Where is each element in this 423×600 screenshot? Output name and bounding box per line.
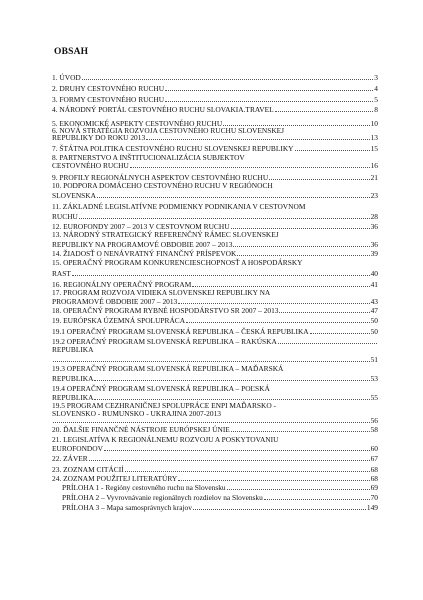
toc-entry: 14. ŽIADOSŤ O NENÁVRATNÝ FINANČNÝ PRÍSPEVOK 39 [52,249,378,258]
toc-entry-line1: 19.4 OPERAČNÝ PROGRAM SLOVENSKÁ REPUBLIKA – POĽSKÁ [52,384,270,393]
toc-entry-line1: 10. PODPORA DOMÁCEHO CESTOVNÉHO RUCHU V REGIÓNOCH [52,181,273,190]
toc-entry: RUCHU 28 [52,212,378,221]
toc-entry: 16. REGIONÁLNY OPERAČNÝ PROGRAM 41 [52,280,378,289]
toc-heading: OBSAH [54,47,89,57]
toc-entry: REPUBLIKY DO ROKU 2013 13 [52,133,378,142]
toc-entry: REPUBLIKA 55 [52,393,378,402]
toc-entry: REPUBLIKY NA PROGRAMOVÉ OBDOBIE 2007 – 2013 36 [52,240,378,249]
toc-entry: 19.1 OPERAČNÝ PROGRAM SLOVENSKÁ REPUBLIKA – ČESKÁ REPUBLIKA 50 [52,327,378,336]
toc-entry: 1. ÚVOD 3 [52,73,378,82]
toc-subentry: PRÍLOHA 1 - Regióny cestovného ruchu na Slovensku 69 [62,483,378,492]
toc-entry-line1: 19.5 PROGRAM CEZHRANIČNEJ SPOLUPRÁCE ENPI MAĎARSKO - [52,401,277,410]
toc-entry: 5. EKONOMICKÉ ASPEKTY CESTOVNÉHO RUCHU 10 [52,119,378,128]
toc-entry: 19. EURÓPSKA ÚZEMNÁ SPOLUPRÁCA 50 [52,316,378,325]
toc-entry: RAST 40 [52,269,378,278]
toc-entry: PROGRAMOVÉ OBDOBIE 2007 – 2013 43 [52,297,378,306]
toc-entry: 23. ZOZNAM CITÁCIÍ 68 [52,465,378,474]
toc-entry: 22. ZÁVER 67 [52,454,378,463]
toc-entry: 20. ĎALŠIE FINANČNÉ NÁSTROJE EURÓPSKEJ ÚNIE 58 [52,425,378,434]
toc-entry-line1: 6. NOVÁ STRATÉGIA ROZVOJA CESTOVNÉHO RUCHU SLOVENSKEJ [52,126,285,135]
toc-entry: REPUBLIKA 53 [52,374,378,383]
toc-entry-line1: 17. PROGRAM ROZVOJA VIDIEKA SLOVENSKEJ REPUBLIKY NA [52,288,271,297]
toc-entry: 18. OPERAČNÝ PROGRAM RYBNÉ HOSPODÁRSTVO SR 2007 – 2013 47 [52,306,378,315]
toc-entry: 3. FORMY CESTOVNÉHO RUCHU 5 [52,95,378,104]
toc-entry-line1: 19.3 OPERAČNÝ PROGRAM SLOVENSKÁ REPUBLIKA – MAĎARSKÁ [52,364,284,373]
toc-subentry: PRÍLOHA 2 – Vyvrovnávanie regionálnych rozdielov na Slovensku 70 [62,493,378,502]
toc-entry: 4. NÁRODNÝ PORTÁL CESTOVNÉHO RUCHU SLOVAKIA.TRAVEL 8 [52,105,378,114]
toc-entry: 56 [52,417,378,424]
toc-entry: 7. ŠTÁTNA POLITIKA CESTOVNÉHO RUCHU SLOVENSKEJ REPUBLIKY 15 [52,144,378,153]
toc-entry: CESTOVNÉHO RUCHU 16 [52,161,378,170]
toc-entry: EUROFONDOV 60 [52,444,378,453]
toc-entry: 2. DRUHY CESTOVNÉHO RUCHU 4 [52,84,378,93]
toc-entry: 9. PROFILY REGIONÁLNYCH ASPEKTOV CESTOVNÉHO RUCHU 21 [52,173,378,182]
toc-entry: SLOVENSKA 23 [52,191,378,200]
toc-entry: 12. EUROFONDY 2007 – 2013 V CESTOVNOM RUCHU 36 [52,222,378,231]
toc-entry-line1: 15. OPERAČNÝ PROGRAM KONKURENCIESCHOPNOSŤ A HOSPODÁRSKY [52,258,303,267]
toc-subentry: PRÍLOHA 3 – Mapa samosprávnych krajov 149 [62,503,378,512]
toc-entry: 51 [52,356,378,363]
toc-entry-line1: 21. LEGISLATÍVA K REGIONÁLNEMU ROZVOJU A POSKYTOVANIU [52,435,279,444]
toc-entry-line1: 11. ZÁKLADNÉ LEGISLATÍVNE PODMIENKY PODNIKANIA V CESTOVNOM [52,202,306,211]
toc-entry-line1: 8. PARTNERSTVO A INŠTITUCIONALIZÁCIA SUBJEKTOV [52,153,245,162]
toc-entry-line1: REPUBLIKA [52,345,94,354]
toc-entry-line2: SLOVENSKO - RUMUNSKO - UKRAJINA 2007-2013 [52,409,221,418]
toc-entry-line1: 13. NÁRODNÝ STRATEGICKÝ REFERENČNÝ RÁMEC SLOVENSKEJ [52,230,279,239]
toc-entry: 19.2 OPERAČNÝ PROGRAM SLOVENSKÁ REPUBLIKA – RAKÚSKA [52,338,378,345]
toc-entry: 24. ZOZNAM POUŽITEJ LITERATÚRY 68 [52,474,378,483]
